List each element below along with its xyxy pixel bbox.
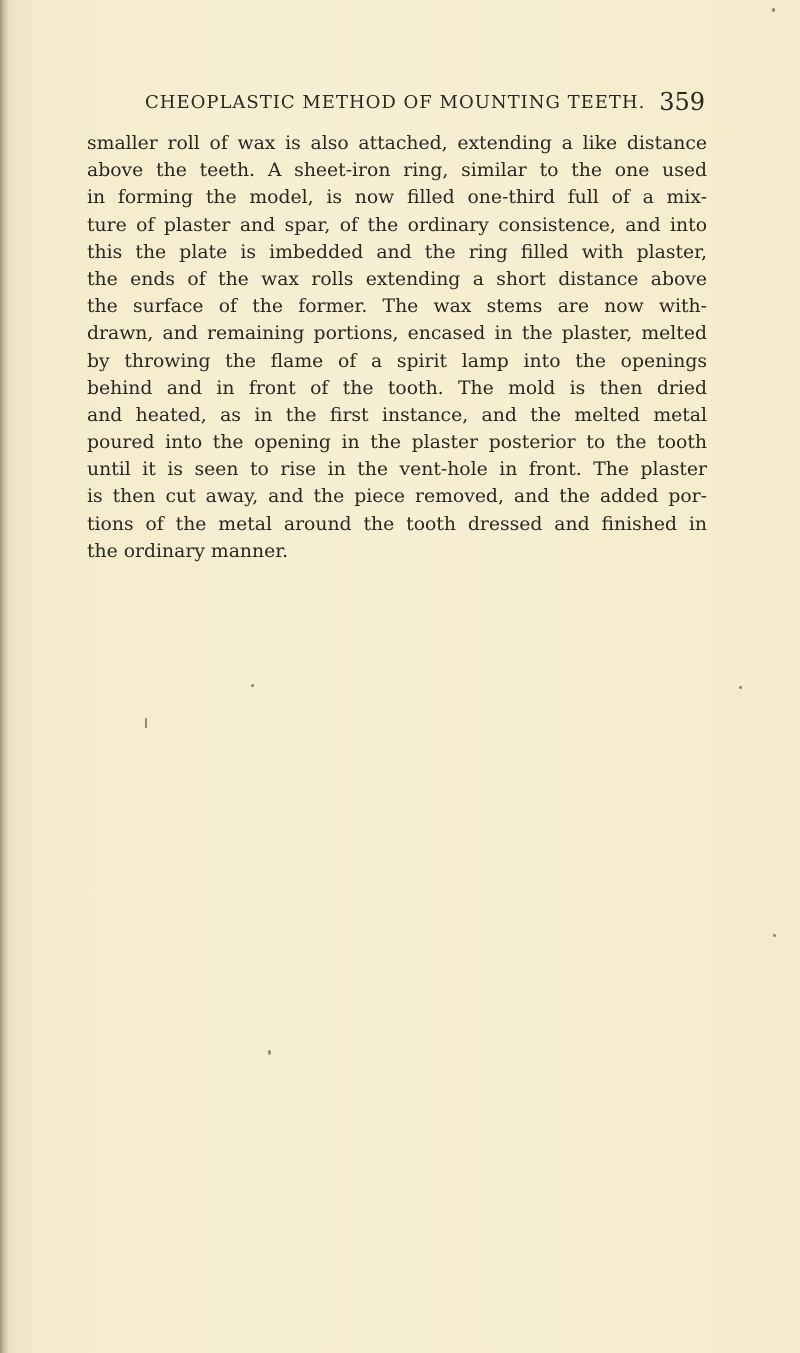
- text-line: this the plate is imbedded and the ring filled with plaster,: [87, 241, 707, 263]
- text-line: behind and in front of the tooth. The mold is then dried: [87, 377, 707, 399]
- text-line: drawn, and remaining portions, encased in the plaster, melted: [87, 323, 707, 345]
- text-line: by throwing the flame of a spirit lamp into the openings: [87, 350, 707, 372]
- page-number: 359: [659, 88, 705, 116]
- text-line: is then cut away, and the piece removed, and the added por-: [87, 486, 707, 508]
- paper-speck: [251, 684, 254, 687]
- text-line: and heated, as in the first instance, and the melted metal: [87, 404, 707, 426]
- running-head: [145, 88, 705, 118]
- text-line: tions of the metal around the tooth dressed and finished in: [87, 513, 707, 535]
- text-line: poured into the opening in the plaster posterior to the tooth: [87, 432, 707, 454]
- body-paragraph: [87, 130, 727, 565]
- paper-speck: [773, 934, 776, 937]
- text-line: in forming the model, is now filled one-third full of a mix-: [87, 187, 707, 209]
- paper-speck: [772, 8, 775, 12]
- text-line: the surface of the former. The wax stems are now with-: [87, 296, 707, 318]
- text-line: above the teeth. A sheet-iron ring, similar to the one used: [87, 160, 707, 182]
- text-line: ture of plaster and spar, of the ordinary consistence, and into: [87, 214, 707, 236]
- text-line: smaller roll of wax is also attached, extending a like distance: [87, 133, 707, 154]
- paper-speck: [145, 718, 147, 728]
- paper-speck: [739, 686, 742, 689]
- running-head-title: CHEOPLASTIC METHOD OF MOUNTING TEETH.: [145, 92, 646, 113]
- paper-speck: [268, 1050, 271, 1055]
- text-line: until it is seen to rise in the vent-hole in front. The plaster: [87, 459, 707, 481]
- text-line: the ends of the wax rolls extending a short distance above: [87, 268, 707, 290]
- text-line: the ordinary manner.: [87, 540, 289, 562]
- page-gutter-edge: [0, 0, 8, 1353]
